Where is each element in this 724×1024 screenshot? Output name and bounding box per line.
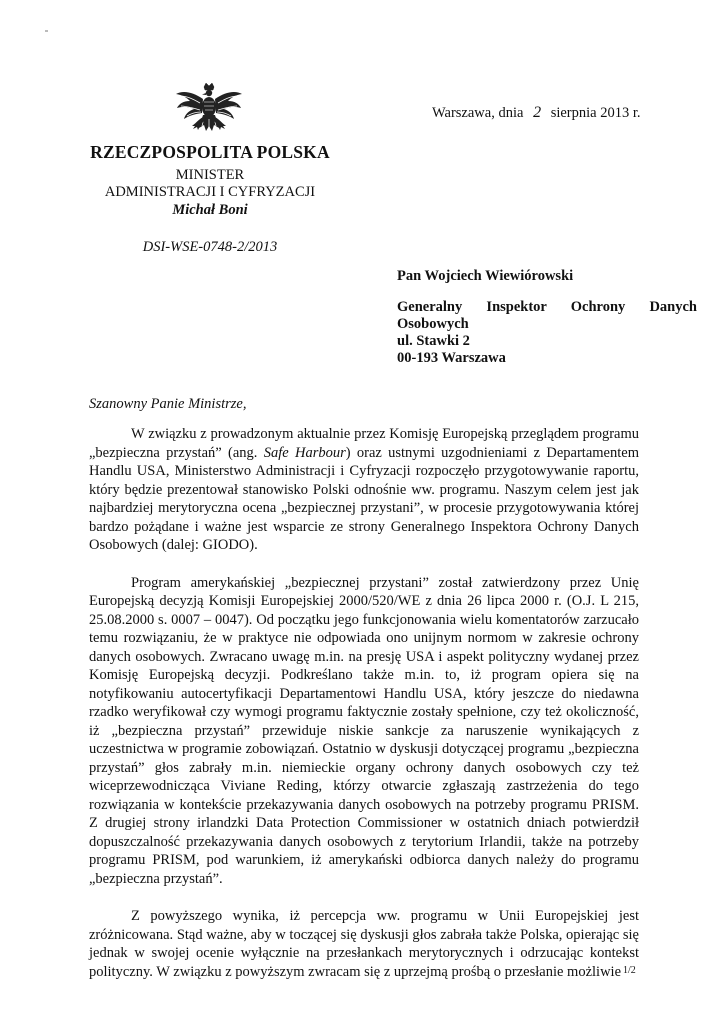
letter-body xyxy=(89,425,639,981)
paragraph-3: Z powyższego wynika, iż percepcja ww. programu w Unii Europejskiej jest zróżnicowana. Stąd ważne, aby w toczącej się dyskusji głos zabrała także Polska, opierając się jednak w swojej ocenie wyłącznie na przesłankach merytorycznych i odrzucając kontekst polityczny. W związku z powyższym zwracam się z uprzejmą prośbą o przesłanie możliwie xyxy=(89,908,639,980)
date-suffix: sierpnia 2013 r. xyxy=(550,105,641,121)
ministry-header xyxy=(40,142,380,256)
addressee-street: ul. Stawki 2 xyxy=(397,333,470,349)
ministry-name: ADMINISTRACJI I CYFRYZACJI xyxy=(104,184,316,200)
polish-eagle-emblem-icon xyxy=(173,82,245,146)
date-line xyxy=(432,104,641,122)
minister-name: Michał Boni xyxy=(172,202,248,218)
addressee-city: 00-193 Warszawa xyxy=(397,350,506,366)
paragraph-1-text-b: ) oraz ustnymi uzgodnieniami z Departamentem Handlu USA, Ministerstwo Administracji i Cyfryzacji rozpoczęło przygotowywanie raportu, który będzie prezentował stanowisko Polski odnośnie ww. programu. Naszym celem jest jak najbardziej merytoryczna ocena „bezpiecznej przystani”, w procesie przygotowywania której bardzo pożądane i ważne jest wsparcie ze strony Generalnego Inspektora Ochrony Danych Osobowych (dalej: GIODO). xyxy=(89,444,639,553)
salutation: Szanowny Panie Ministrze, xyxy=(89,396,247,412)
minister-role: MINISTER xyxy=(175,167,245,183)
paragraph-2: Program amerykańskiej „bezpiecznej przystani” został zatwierdzony przez Unię Europejską decyzją Komisji Europejskiej 2000/520/WE z dnia 26 lipca 2000 r. (O.J. L 215, 25.08.2000 s. 0007 – 0047). Od początku jego funkcjonowania wielu komentatorów zarzucało temu rozwiązaniu, że w praktyce nie odpowiada ono unijnym normom w zakresie ochrony danych osobowych. Zwracano uwagę m.in. na presję USA i aspekt polityczny wydanej przez Komisję Europejską decyzji. Podkreślano także m.in. to, iż program opiera się na notyfikowaniu autocertyfikacji Departamentowi Handlu USA, który jeszcze do niedawna rzadko weryfikował czy wymogi programu faktycznie zostały spełnione, czy też okoliczność, iż „bezpieczna przystań” przewiduje niskie sankcje za naruszenie wynikających z uczestnictwa w programie zobowiązań. Ostatnio w dyskusji dotyczącej programu „bezpieczna przystań” głos zabrały m.in. niemieckie organy ochrony danych osobowych czy też wiceprzewodnicząca Viviane Reding, którzy otwarcie zgłaszają zastrzeżenia do tego rozwiązania w kontekście przekazywania danych osobowych na potrzeby programu PRISM. Z drugiej strony irlandzki Data Protection Commissioner w ostatnich dniach potwierdził dopuszczalność przekazywania danych osobowych z terytorium Irlandii, także na potrzeby programu PRISM, pod warunkiem, iż amerykański odbiorca danych należy do programu „bezpieczna przystań”. xyxy=(89,574,639,887)
addressee-title-line1: Generalny Inspektor Ochrony Danych xyxy=(397,299,697,315)
paragraph-1 xyxy=(89,425,639,555)
paragraph-1-text-a: W związku z prowadzonym aktualnie przez Komisję Europejską przeglądem programu „bezpieczna przystań” (ang. xyxy=(89,426,639,461)
addressee-block xyxy=(397,268,697,367)
scan-speck xyxy=(45,30,48,32)
addressee-name: Pan Wojciech Wiewiórowski xyxy=(397,268,574,284)
page-number: 1/2 xyxy=(623,965,636,976)
date-prefix: Warszawa, dnia xyxy=(432,105,524,121)
paragraph-1-italic-term: Safe Harbour xyxy=(263,444,346,461)
reference-number: DSI-WSE-0748-2/2013 xyxy=(142,239,278,255)
country-name: RZECZPOSPOLITA POLSKA xyxy=(90,142,330,162)
date-day: 2 xyxy=(533,104,542,121)
addressee-title-line2: Osobowych xyxy=(397,316,469,332)
